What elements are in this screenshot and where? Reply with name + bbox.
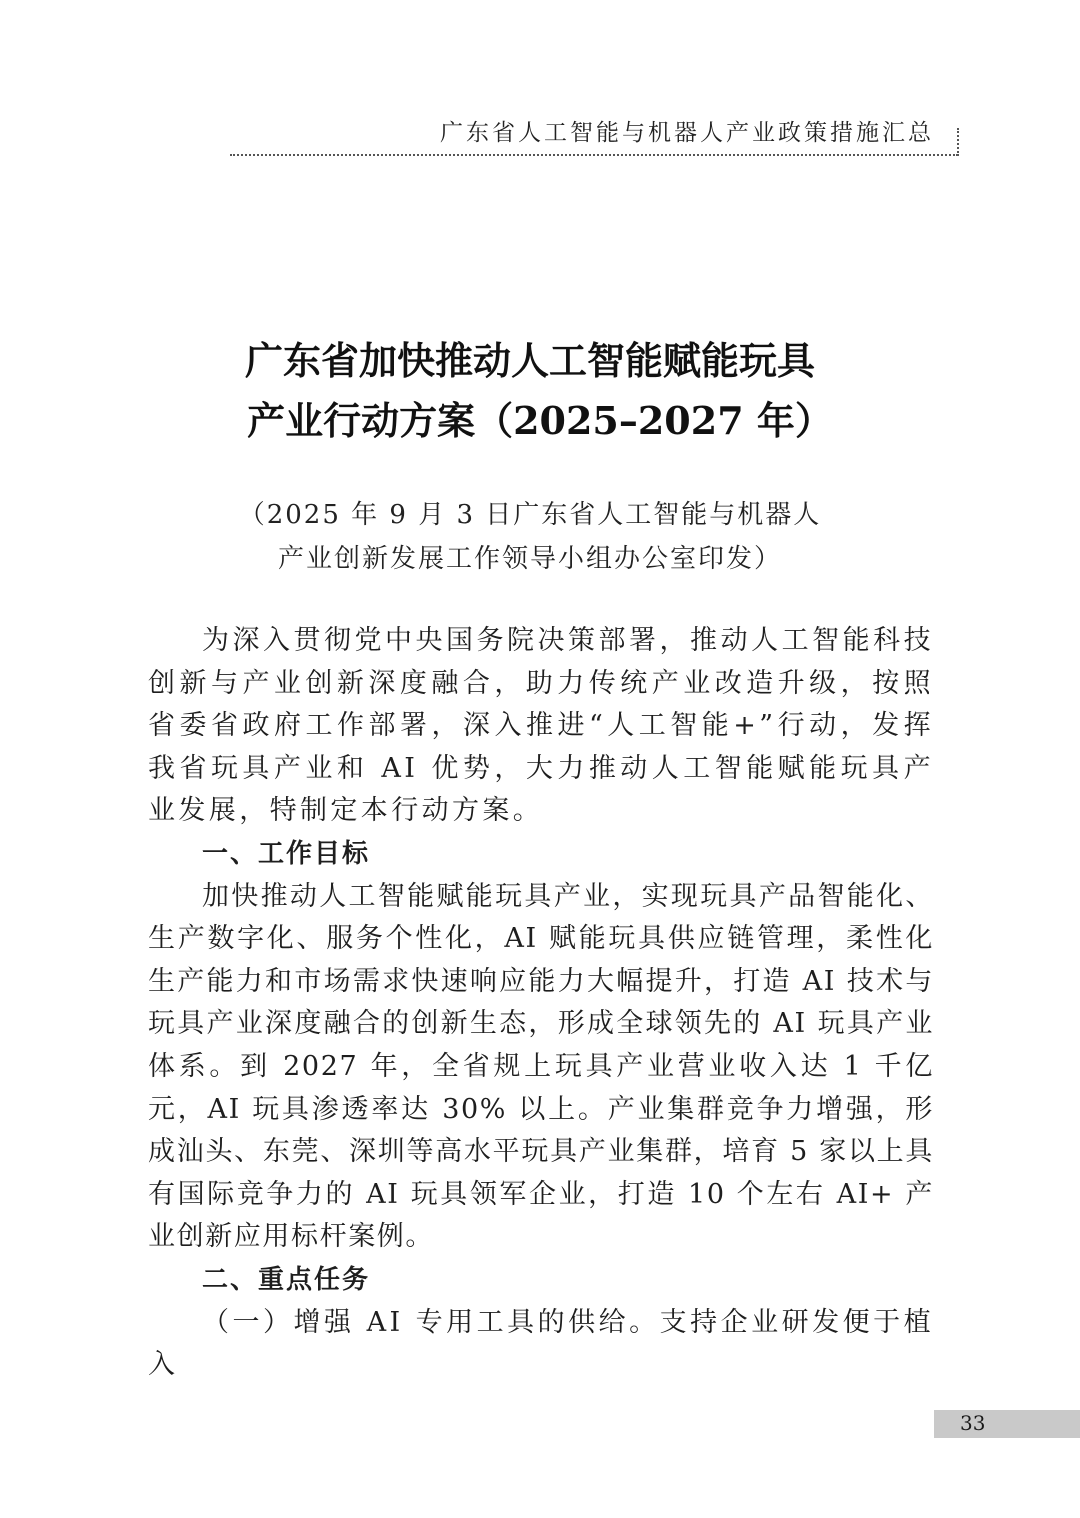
page-number: 33 [960,1411,986,1435]
goals-paragraph: 加快推动人工智能赋能玩具产业，实现玩具产品智能化、生产数字化、服务个性化，AI 赋能玩具供应链管理，柔性化生产能力和市场需求快速响应能力大幅提升，打造 AI 技术与玩具产业深度融合的创新生态，形成全球领先的 AI 玩具产业体系。到 2027 年，全省规上玩具产业营业收入达 1 千亿元，AI 玩具渗透率达 30% 以上。产业集群竞争力增强，形成汕头、东莞、深圳等高水平玩具产业集群，培育 5 家以上具有国际竞争力的 AI 玩具领军企业，打造 10 个左右 AI+ 产业创新应用标杆案例。 [148,880,934,1253]
section-heading-tasks: 二、重点任务 [202,1264,371,1295]
document-body [148,620,934,1387]
section-heading-goals: 一、工作目标 [202,838,371,869]
issuance-note-line-2: 产业创新发展工作领导小组办公室印发） [277,544,782,574]
issuance-note-line-1: （2025 年 9 月 3 日广东省人工智能与机器人 [238,500,822,530]
running-header: 广东省人工智能与机器人产业政策措施汇总 [440,120,934,146]
header-rule-tick [957,128,959,156]
document-title-line-2: 产业行动方案（2025–2027 年） [247,398,833,443]
tasks-paragraph: （一）增强 AI 专用工具的供给。支持企业研发便于植入 [148,1306,934,1381]
header-rule [230,154,958,156]
intro-paragraph: 为深入贯彻党中央国务院决策部署，推动人工智能科技创新与产业创新深度融合，助力传统产业改造升级，按照省委省政府工作部署，深入推进“人工智能+”行动，发挥我省玩具产业和 AI 优势，大力推动人工智能赋能玩具产业发展，特制定本行动方案。 [148,625,934,827]
page-number-tab [934,1410,1080,1438]
document-title-line-1: 广东省加快推动人工智能赋能玩具 [244,338,815,383]
